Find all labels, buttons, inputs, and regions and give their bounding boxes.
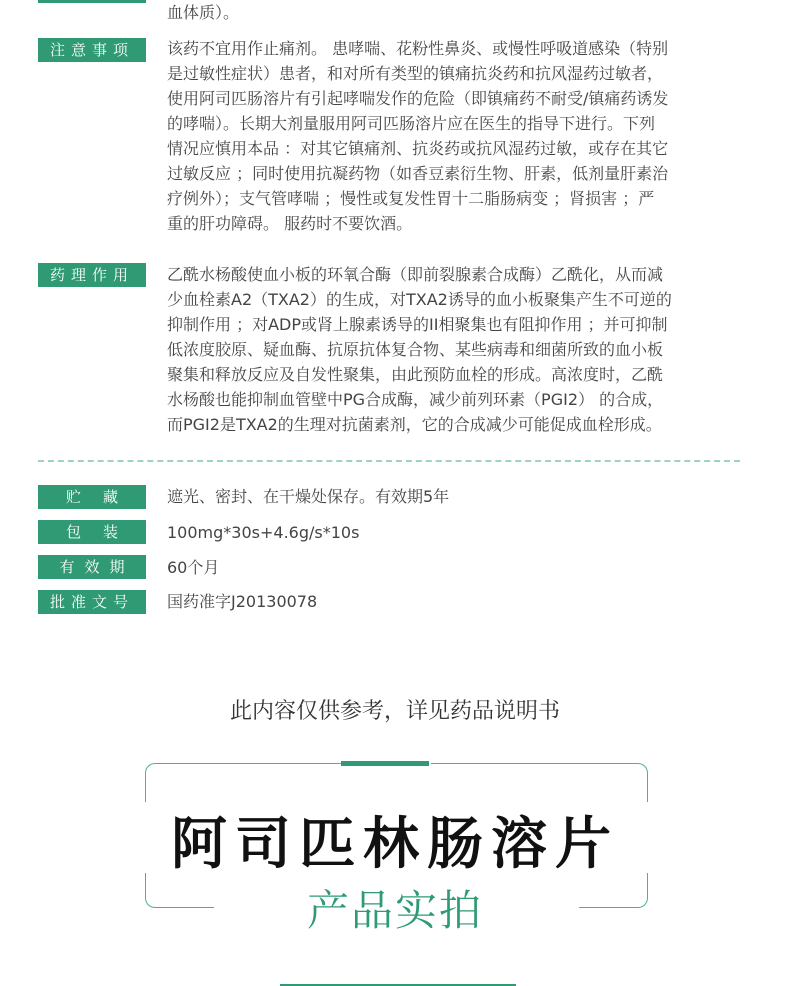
top-continued-text: 血体质）。 bbox=[167, 3, 240, 22]
label-validity: 有效期 bbox=[38, 555, 146, 579]
product-subtitle: 产品实拍 bbox=[306, 886, 483, 935]
package-text: 100mg*30s+4.6g/s*10s bbox=[167, 523, 360, 542]
precautions-text: 该药不宜用作止痛剂。 患哮喘、花粉性鼻炎、或慢性呼吸道感染（特别 是过敏性症状）患者，和对所有类型的镇痛抗炎药和抗风湿药过敏者， 使用阿司匹肠溶片有引起哮喘发作的危险（即镇痛药不耐受/镇痛药诱发 的哮喘）。长期大剂量服用阿司匹肠溶片应在医生的指导下进行。下列 情况应慎用本品 ：对其它镇痛剂、抗炎药或抗风湿药过敏，或存在其它 过敏反应 ；同时使用抗凝药物（如香豆素衍生物、肝素，低剂量肝素治 疗例外）；支气管哮喘 ；慢性或复发性胃十二脂肠病变 ；肾损害 ；严 重的肝功障碍。 服药时不要饮酒。 bbox=[167, 39, 669, 233]
dashed-divider bbox=[38, 460, 740, 462]
label-precautions: 注意事项 bbox=[38, 38, 146, 62]
frame-corner bbox=[145, 763, 342, 802]
label-approval: 批准文号 bbox=[38, 590, 146, 614]
label-pharmacology: 药理作用 bbox=[38, 263, 146, 287]
frame-corner bbox=[431, 763, 648, 802]
label-package: 包装 bbox=[38, 520, 146, 544]
section-label-cut bbox=[38, 0, 146, 3]
validity-text: 60个月 bbox=[167, 558, 220, 577]
reference-notice: 此内容仅供参考，详见药品说明书 bbox=[229, 699, 560, 724]
product-title: 阿司匹林肠溶片 bbox=[171, 812, 619, 877]
storage-text: 遮光、密封、在干燥处保存。有效期5年 bbox=[167, 487, 450, 506]
pharmacology-text: 乙酰水杨酸使血小板的环氧合酶（即前裂腺素合成酶）乙酰化，从而减 少血栓素A2（TXA2）的生成，对TXA2诱导的血小板聚集产生不可逆的 抑制作用 ；对ADP或肾上腺素诱导的II相聚集也有阻抑作用 ；并可抑制 低浓度胶原、疑血酶、抗原抗体复合物、某些病毒和细菌所致的血小板 聚集和释放反应及自发性聚集，由此预防血栓的形成。高浓度时，乙酰 水杨酸也能抑制血管壁中PG合成酶，减少前列环素（PGI2） 的合成， 而PGI2是TXA2的生理对抗菌素剂，它的合成减少可能促成血栓形成。 bbox=[167, 265, 672, 434]
label-storage: 贮藏 bbox=[38, 485, 146, 509]
frame-accent-bar bbox=[341, 761, 429, 766]
approval-text: 国药准字J20130078 bbox=[167, 592, 318, 611]
